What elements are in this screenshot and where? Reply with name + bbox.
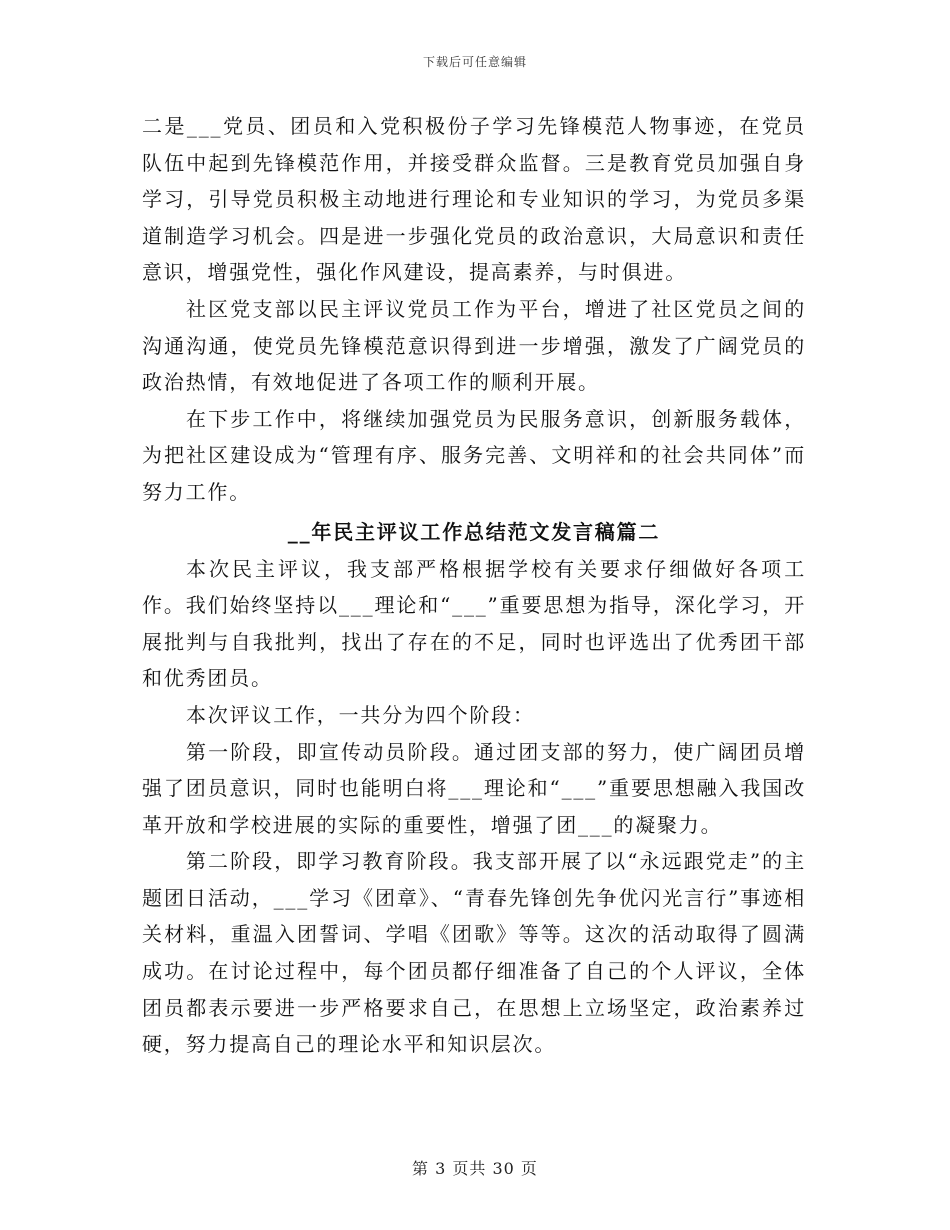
body-paragraph-1: 二是___党员、团员和入党积极份子学习先锋模范人物事迹，在党员队伍中起到先锋模范作用，并接受群众监督。三是教育党员加强自身学习，引导党员积极主动地进行理论和专业知识的学习，为党员多渠道制造学习机会。四是进一步强化党员的政治意识，大局意识和责任意识，增强党性，强化作风建设，提高素养，与时俱进。	[142, 114, 806, 285]
section-paragraph-3: 第一阶段，即宣传动员阶段。通过团支部的努力，使广阔团员增强了团员意识，同时也能明白将___理论和“___”重要思想融入我国改革开放和学校进展的实际的重要性，增强了团___的凝聚力。	[142, 739, 806, 837]
section-paragraph-2: 本次评议工作，一共分为四个阶段：	[186, 702, 535, 727]
body-paragraph-3: 在下步工作中，将继续加强党员为民服务意识，创新服务载体，为把社区建设成为“管理有序、服务完善、文明祥和的社会共同体”而努力工作。	[142, 406, 806, 504]
document-body	[142, 108, 806, 1063]
section-paragraph-1: 本次民主评议，我支部严格根据学校有关要求仔细做好各项工作。我们始终坚持以___理论和“___”重要思想为指导，深化学习，开展批判与自我批判，找出了存在的不足，同时也评选出了优秀团干部和优秀团员。	[142, 556, 806, 691]
section-heading: __年民主评议工作总结范文发言稿篇二	[287, 519, 661, 544]
download-note: 下载后可任意编辑	[422, 55, 527, 69]
body-paragraph-2: 社区党支部以民主评议党员工作为平台，增进了社区党员之间的沟通沟通，使党员先锋模范意识得到进一步增强，激发了广阔党员的政治热情，有效地促进了各项工作的顺利开展。	[142, 296, 806, 395]
page-number: 第 3 页共 30 页	[412, 1159, 538, 1178]
section-paragraph-4: 第二阶段，即学习教育阶段。我支部开展了以“永远跟党走”的主题团日活动，___学习《团章》、“青春先锋创先争优闪光言行”事迹相关材料，重温入团誓词、学唱《团歌》等等。这次的活动取得了圆满成功。在讨论过程中，每个团员都仔细准备了自己的个人评议，全体团员都表示要进一步严格要求自己，在思想上立场坚定，政治素养过硬，努力提高自己的理论水平和知识层次。	[142, 849, 806, 1057]
